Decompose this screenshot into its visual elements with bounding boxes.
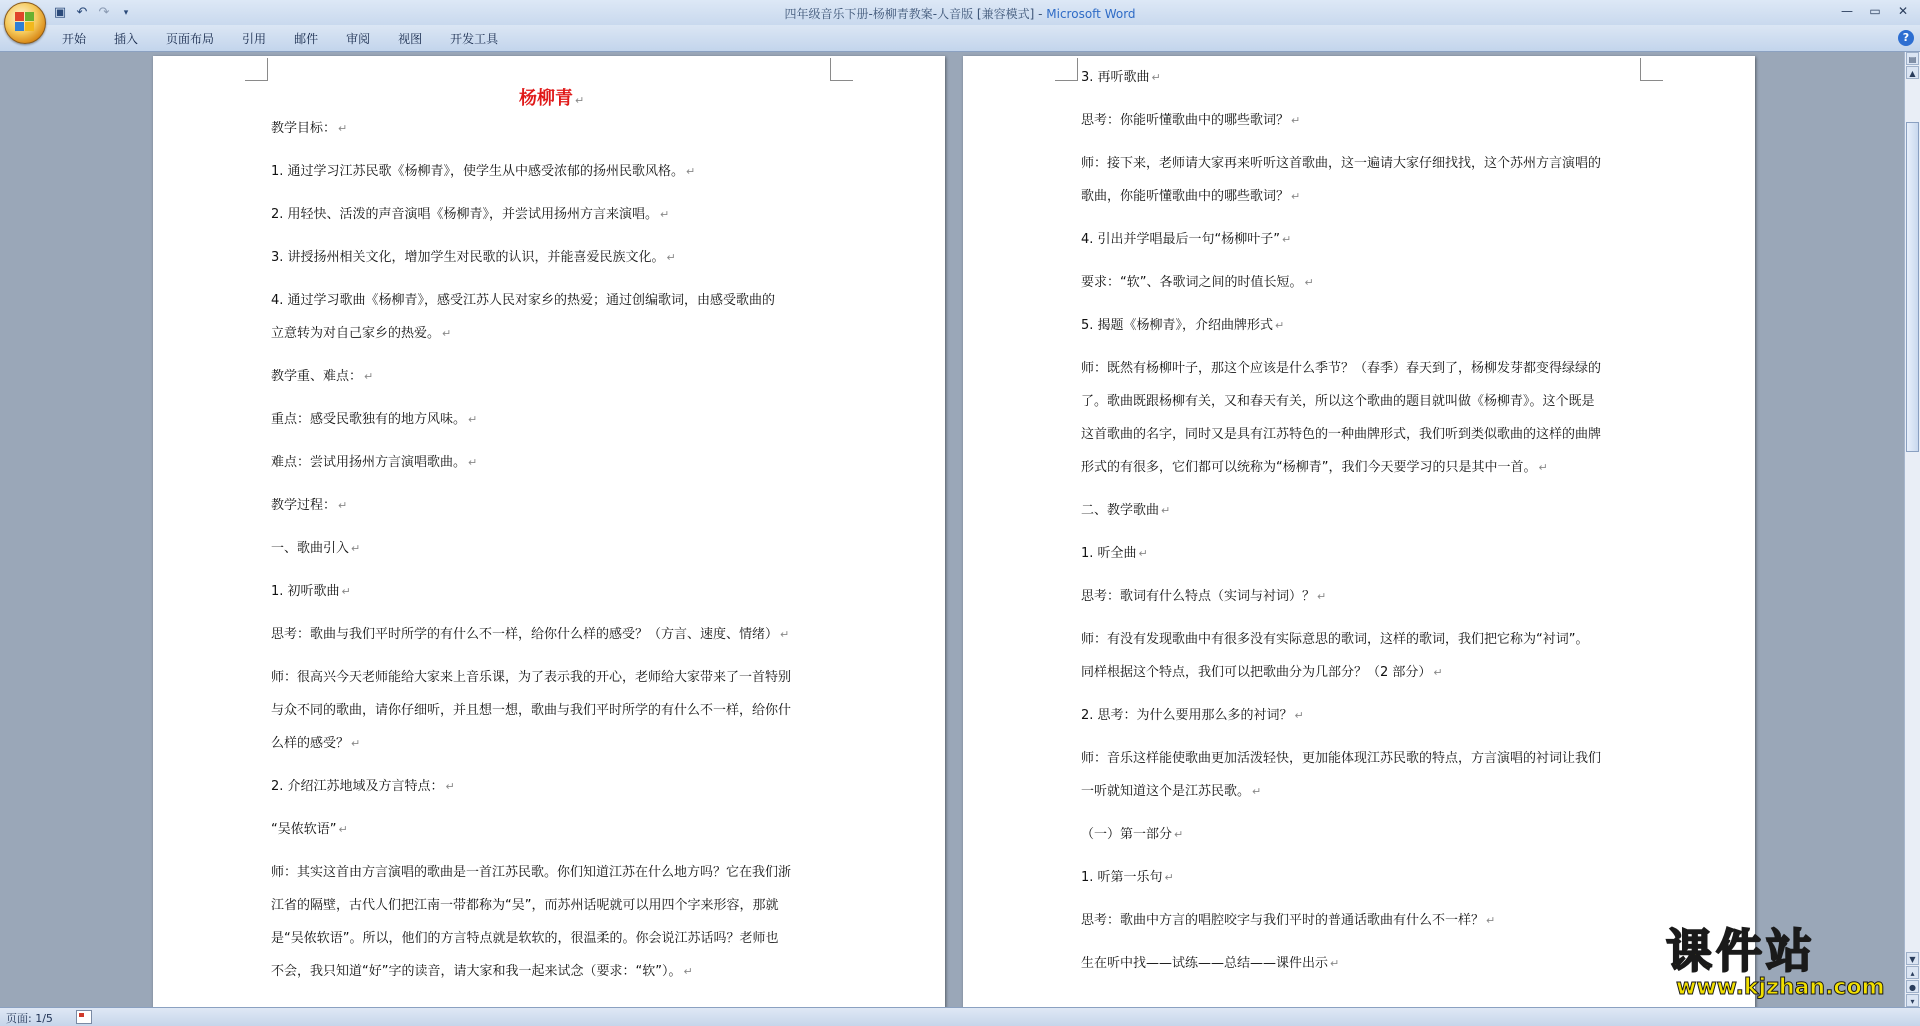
paragraph-line: 要求：“软”、各歌词之间的时值长短。 ↵ [1081,275,1314,290]
paragraph-mark-icon: ↵ [666,251,676,264]
paragraph [1081,742,1641,808]
status-bar [0,1007,1920,1026]
paragraph-mark-icon: ↵ [442,327,452,340]
paragraph-line: 立意转为对自己家乡的热爱。 ↵ [271,326,452,341]
paragraph-line: 师：其实这首由方言演唱的歌曲是一首江苏民歌。你们知道江苏在什么地方吗？它在我们浙 [271,865,792,880]
paragraph-mark-icon: ↵ [445,780,455,793]
paragraph-mark-icon: ↵ [1282,233,1292,246]
save-icon[interactable]: ▣ [53,4,67,20]
next-page-icon[interactable]: ▾ [1906,994,1919,1007]
paragraph [271,403,831,436]
paragraph-mark-icon: ↵ [686,165,696,178]
tab-home[interactable]: 开始 [62,32,87,46]
crop-mark [1055,58,1078,81]
paragraph-line: 难点：尝试用扬州方言演唱歌曲。 ↵ [271,455,478,470]
paragraph-mark-icon: ↵ [1317,590,1327,603]
paragraph-line: 4. 通过学习歌曲《杨柳青》，感受江苏人民对家乡的热爱；通过创编歌词，由感受歌曲的 [271,293,776,308]
paragraph-mark-icon: ↵ [1294,709,1304,722]
paragraph-mark-icon: ↵ [683,965,693,978]
scroll-down-icon[interactable]: ▼ [1906,952,1919,965]
paragraph [271,856,831,988]
paragraph-line: 师：音乐这样能使歌曲更加活泼轻快，更加能体现江苏民歌的特点，方言演唱的衬词让我们 [1081,751,1602,766]
paragraph-line: 教学过程： ↵ [271,498,348,513]
paragraph-line: 一、歌曲引入 ↵ [271,541,361,556]
crop-mark [830,58,853,81]
ribbon [0,25,1920,52]
tab-references[interactable]: 引用 [242,32,267,46]
paragraph-mark-icon: ↵ [660,208,670,221]
paragraph-line: 1. 听全曲 ↵ [1081,546,1148,561]
paragraph [1081,580,1641,613]
paragraph-mark-icon: ↵ [1275,319,1285,332]
paragraph-line: 1. 初听歌曲 ↵ [271,584,351,599]
paragraph-mark-icon: ↵ [1433,666,1443,679]
tab-review[interactable]: 审阅 [346,32,371,46]
paragraph [1081,309,1641,342]
paragraph-mark-icon: ↵ [468,413,478,426]
paragraph [271,198,831,231]
paragraph-line: 2. 思考：为什么要用那么多的衬词？ ↵ [1081,708,1304,723]
paragraph-line: 同样根据这个特点，我们可以把歌曲分为几部分？（2 部分） ↵ [1081,665,1443,680]
paragraph [271,155,831,188]
paragraph [271,618,831,651]
close-icon[interactable]: ✕ [1897,4,1909,18]
paragraph-line: 这首歌曲的名字，同时又是具有江苏特色的一种曲牌形式，我们听到类似歌曲的这样的曲牌 [1081,427,1602,442]
tab-mailings[interactable]: 邮件 [294,32,319,46]
paragraph-line: 形式的有很多，它们都可以统称为“杨柳青”，我们今天要学习的只是其中一首。 ↵ [1081,460,1548,475]
paragraph-line: 2. 介绍江苏地域及方言特点： ↵ [271,779,455,794]
tab-developer[interactable]: 开发工具 [450,32,499,46]
paragraph-mark-icon: ↵ [1486,914,1496,927]
title-bar [0,0,1920,25]
window-controls [1834,2,1916,20]
paragraph-mark-icon: ↵ [780,628,790,641]
paragraph-mark-icon: ↵ [1151,71,1161,84]
paragraph-mark-icon: ↵ [351,542,361,555]
paragraph-line: （一）第一部分 ↵ [1081,827,1184,842]
paragraph-mark-icon: ↵ [1291,190,1301,203]
select-browse-object-icon[interactable]: ● [1906,980,1919,993]
paragraph [1081,537,1641,570]
paragraph [1081,223,1641,256]
paragraph-line: 1. 通过学习江苏民歌《杨柳青》，使学生从中感受浓郁的扬州民歌风格。 ↵ [271,164,696,179]
minimize-icon[interactable]: — [1841,4,1853,18]
paragraph [1081,818,1641,851]
paragraph-mark-icon: ↵ [338,122,348,135]
paragraph [1081,61,1641,94]
paragraph-mark-icon: ↵ [1538,461,1548,474]
vertical-scrollbar[interactable] [1904,52,1920,1007]
crop-mark [1640,58,1663,81]
paragraph [271,241,831,274]
paragraph-line: 重点：感受民歌独有的地方风味。 ↵ [271,412,478,427]
paragraph [271,284,831,350]
paragraph-line: 5. 揭题《杨柳青》，介绍曲牌形式 ↵ [1081,318,1285,333]
tab-page-layout[interactable]: 页面布局 [166,32,215,46]
paragraph-line: 师：有没有发现歌曲中有很多没有实际意思的歌词，这样的歌词，我们把它称为“衬词”。 [1081,632,1589,647]
scrollbar-thumb[interactable] [1906,122,1919,452]
paragraph-line: 师：很高兴今天老师能给大家来上音乐课，为了表示我的开心，老师给大家带来了一首特别 [271,670,792,685]
customize-qat-icon[interactable]: ▾ [123,7,129,18]
redo-icon[interactable]: ↷ [98,4,110,20]
paragraph-mark-icon: ↵ [1252,785,1262,798]
paragraph-mark-icon: ↵ [1304,276,1314,289]
paragraph [1081,147,1641,213]
paragraph [271,446,831,479]
paragraph-line: 二、教学歌曲 ↵ [1081,503,1171,518]
paragraph-mark-icon: ↵ [1291,114,1301,127]
paragraph-line: 么样的感受？ ↵ [271,736,361,751]
document-page-right [963,56,1755,1007]
watermark-text: 课件站 [1666,924,1816,978]
paragraph [271,575,831,608]
paragraph-mark-icon: ↵ [1161,504,1171,517]
document-title: 杨柳青 ↵ [519,88,585,109]
office-button[interactable] [4,2,46,44]
paragraph-line: 思考：歌曲中方言的唱腔咬字与我们平时的普通话歌曲有什么不一样？ ↵ [1081,913,1496,928]
help-icon[interactable]: ? [1898,30,1914,46]
office-logo-icon [15,12,35,32]
paragraph [271,770,831,803]
paragraph [271,489,831,522]
paragraph-mark-icon: ↵ [338,499,348,512]
watermark-url: www.kjzhan.com [1676,975,1885,1000]
paragraph-mark-icon: ↵ [1164,871,1174,884]
paragraph-line: 生在听中找——试练——总结——课件出示 ↵ [1081,956,1340,971]
paragraph [1081,861,1641,894]
paragraph-line: 教学重、难点： ↵ [271,369,374,384]
paragraph [1081,104,1641,137]
document-page-left [153,56,945,1007]
tab-view[interactable]: 视图 [398,32,423,46]
paragraph-line: 歌曲，你能听懂歌曲中的哪些歌词？ ↵ [1081,189,1301,204]
ruler-toggle-icon[interactable]: ▤ [1906,52,1919,65]
paragraph-line: 不会，我只知道“好”字的读音，请大家和我一起来试念（要求：“软”）。 ↵ [271,964,693,979]
paragraph [271,112,831,145]
window-title: 四年级音乐下册-杨柳青教案-人音版 [兼容模式] - Microsoft Word [784,7,1136,21]
paragraph-line: 思考：你能听懂歌曲中的哪些歌词？ ↵ [1081,113,1301,128]
status-page-count[interactable]: 页面: 1/5 [6,1012,53,1025]
paragraph-mark-icon: ↵ [351,737,361,750]
paragraph-line: 4. 引出并学唱最后一句“杨柳叶子” ↵ [1081,232,1292,247]
paragraph-line: 师：既然有杨柳叶子，那这个应该是什么季节？（春季）春天到了，杨柳发芽都变得绿绿的 [1081,361,1602,376]
paragraph-line: 3. 讲授扬州相关文化，增加学生对民歌的认识，并能喜爱民族文化。 ↵ [271,250,676,265]
paragraph [271,532,831,565]
proofing-icon[interactable] [76,1010,92,1024]
paragraph-line: 思考：歌曲与我们平时所学的有什么不一样，给你什么样的感受？（方言、速度、情绪） ↵ [271,627,790,642]
paragraph-line: 思考：歌词有什么特点（实词与衬词）？ ↵ [1081,589,1327,604]
paragraph [1081,699,1641,732]
paragraph [1081,352,1641,484]
paragraph [1081,947,1641,980]
paragraph-mark-icon: ↵ [341,585,351,598]
paragraph [271,813,831,846]
paragraph-line: 1. 听第一乐句 ↵ [1081,870,1174,885]
ribbon-tabs [48,30,512,48]
paragraph-mark-icon: ↵ [1330,957,1340,970]
paragraph [1081,494,1641,527]
paragraph-line: 教学目标： ↵ [271,121,348,136]
paragraph [271,661,831,760]
paragraph-line: 了。歌曲既跟杨柳有关，又和春天有关，所以这个歌曲的题目就叫做《杨柳青》。这个既是 [1081,394,1595,409]
previous-page-icon[interactable]: ▴ [1906,966,1919,979]
paragraph-line: 与众不同的歌曲，请你仔细听，并且想一想，歌曲与我们平时所学的有什么不一样，给你什 [271,703,792,718]
paragraph-mark-icon: ↵ [338,823,348,836]
undo-icon[interactable]: ↶ [76,4,88,20]
paragraph [271,360,831,393]
paragraph-mark-icon: ↵ [1138,547,1148,560]
paragraph-mark-icon: ↵ [1174,828,1184,841]
scroll-up-icon[interactable]: ▲ [1906,66,1919,79]
paragraph-line: 师：接下来，老师请大家再来听听这首歌曲，这一遍请大家仔细找找，这个苏州方言演唱的 [1081,156,1602,171]
paragraph-mark-icon: ↵ [364,370,374,383]
paragraph [1081,623,1641,689]
tab-insert[interactable]: 插入 [114,32,139,46]
crop-mark [245,58,268,81]
paragraph-line: 3. 再听歌曲 ↵ [1081,70,1161,85]
paragraph [1081,266,1641,299]
watermark-logo [1666,925,1898,1005]
paragraph-line: “吴侬软语” ↵ [271,822,348,837]
document-workspace [0,52,1905,1007]
paragraph [1081,904,1641,937]
paragraph-mark-icon: ↵ [468,456,478,469]
paragraph-line: 是“吴侬软语”。所以，他们的方言特点就是软软的，很温柔的。你会说江苏话吗？老师也 [271,931,779,946]
paragraph-line: 2. 用轻快、活泼的声音演唱《杨柳青》，并尝试用扬州方言来演唱。 ↵ [271,207,670,222]
paragraph-line: 一听就知道这个是江苏民歌。 ↵ [1081,784,1262,799]
paragraph-line: 江省的隔壁，古代人们把江南一带都称为“吴”，而苏州话呢就可以用四个字来形容，那就 [271,898,779,913]
maximize-icon[interactable]: ▭ [1869,4,1881,18]
